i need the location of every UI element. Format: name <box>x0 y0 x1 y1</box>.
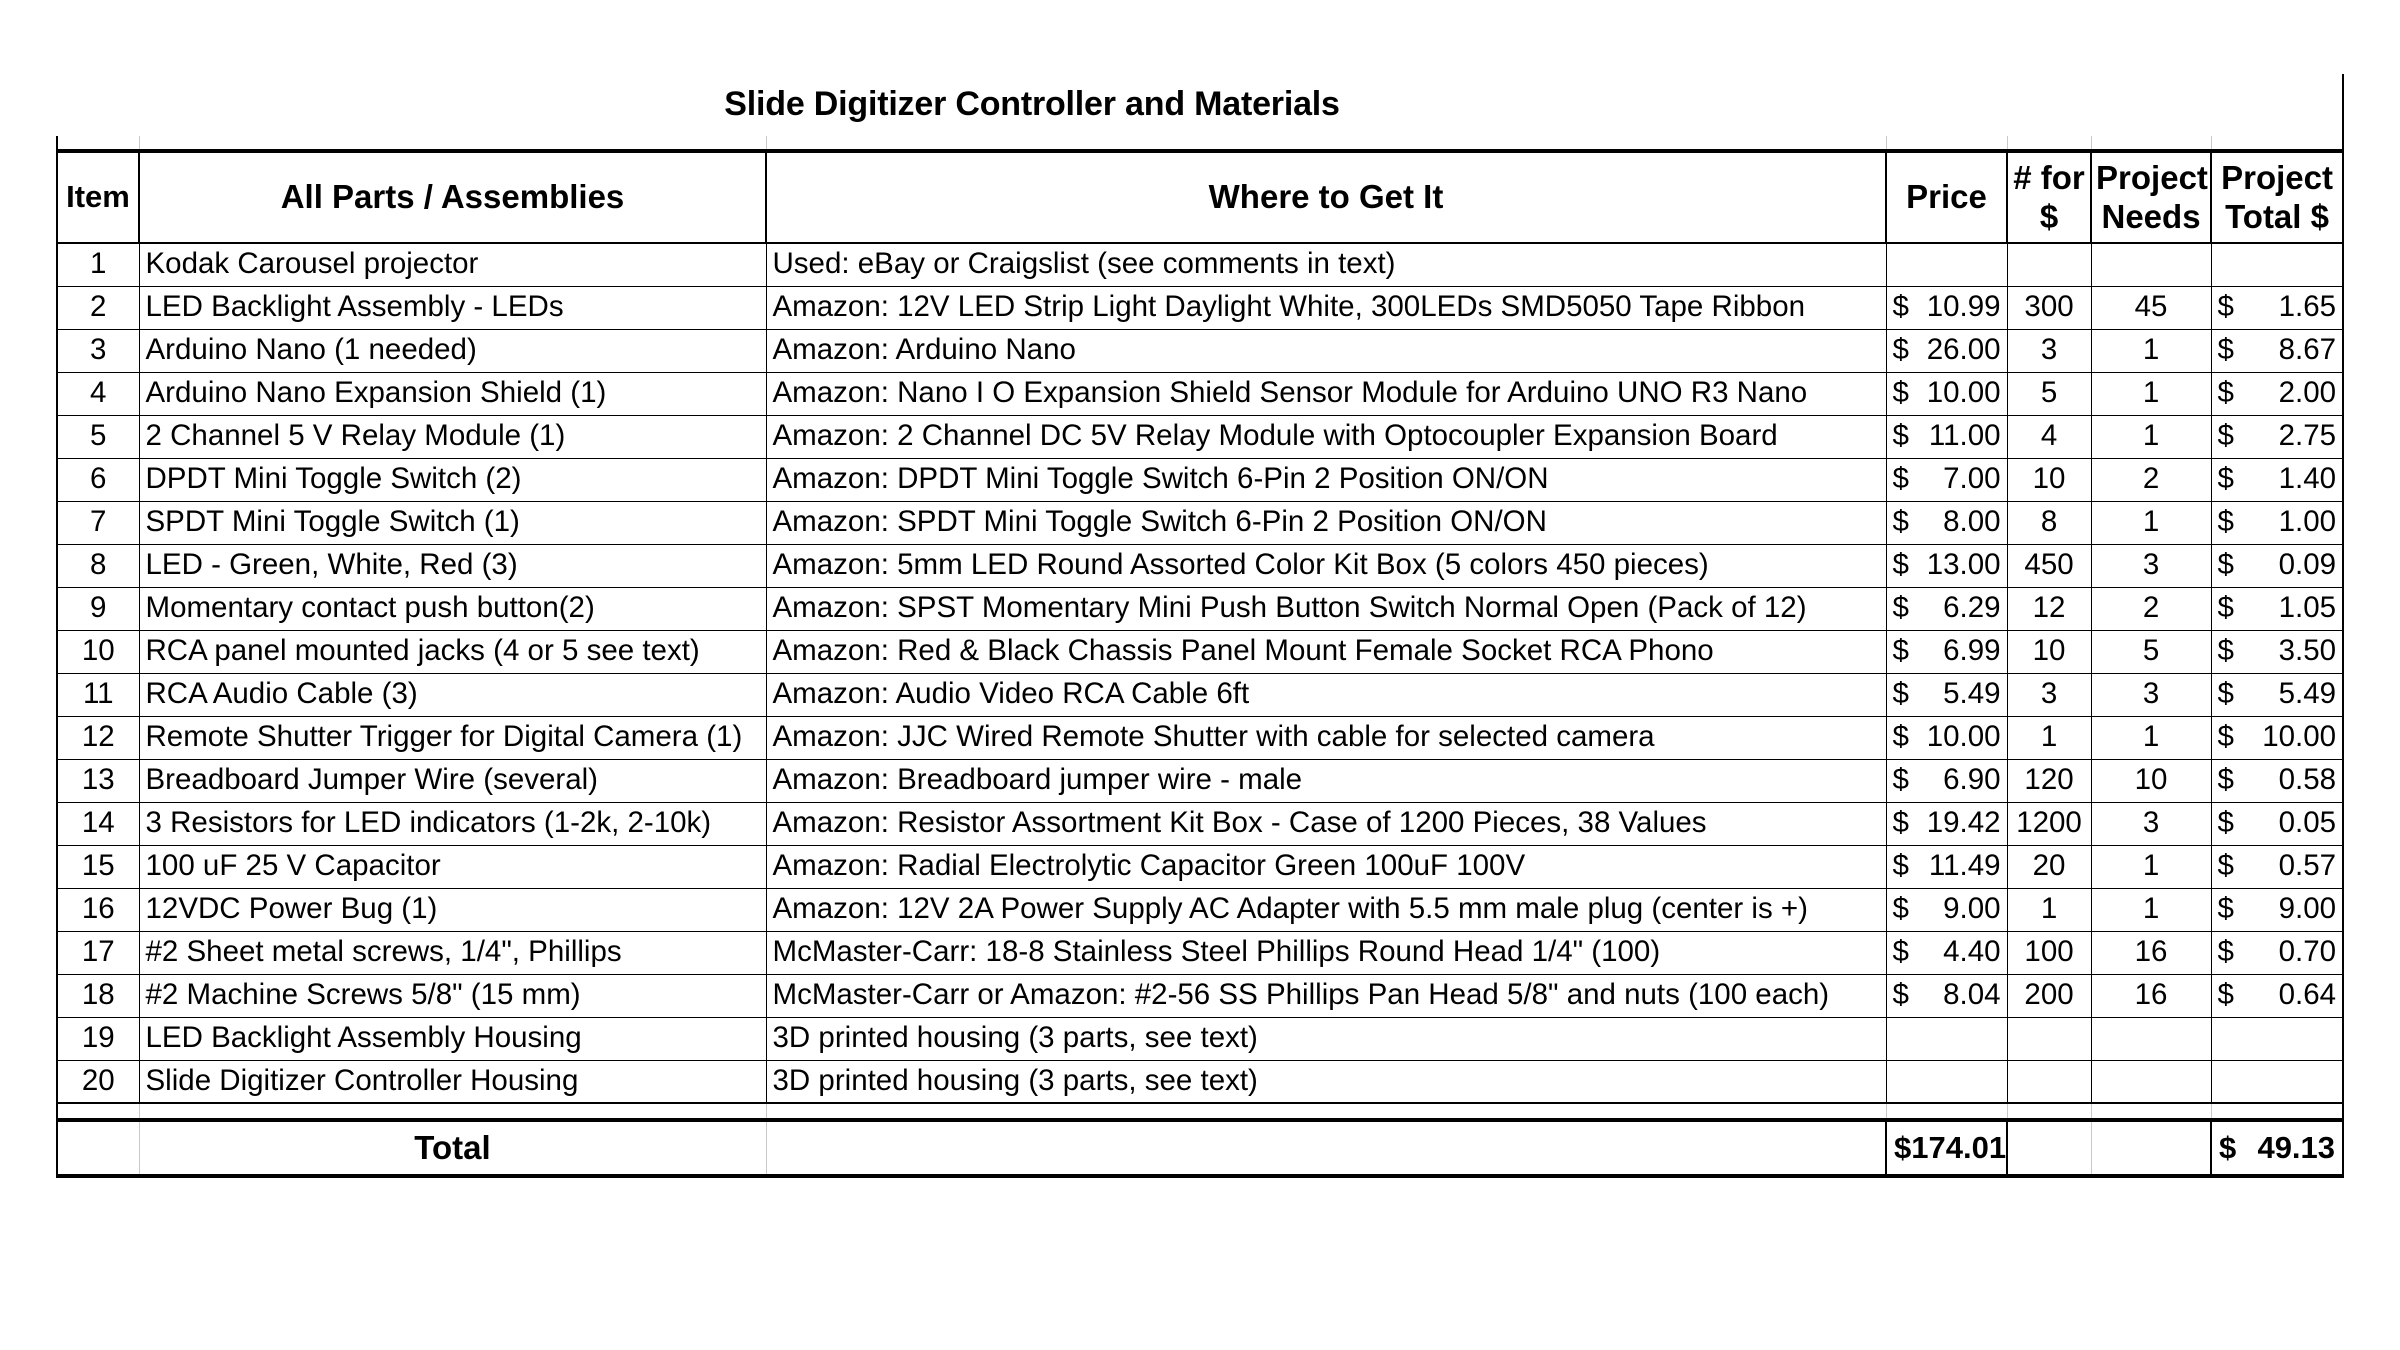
cell-part-name: LED Backlight Assembly Housing <box>139 1017 766 1060</box>
price-currency: $ <box>1892 892 1909 926</box>
cell-where-to-get-it: Amazon: DPDT Mini Toggle Switch 6-Pin 2 Position ON/ON <box>766 458 1886 501</box>
cell-part-name: 100 uF 25 V Capacitor <box>139 845 766 888</box>
cell-price <box>1886 630 2007 673</box>
price-currency: $ <box>1892 290 1909 324</box>
project-total-amount: 1.00 <box>2278 505 2337 539</box>
bottom-spacer-row <box>57 1103 2343 1120</box>
cell-project-needs: 1 <box>2091 415 2211 458</box>
cell-part-name: Momentary contact push button(2) <box>139 587 766 630</box>
cell-where-to-get-it: Amazon: Radial Electrolytic Capacitor Green 100uF 100V <box>766 845 1886 888</box>
bottom-spacer-cell-where <box>766 1103 1886 1120</box>
cell-project-needs: 10 <box>2091 759 2211 802</box>
spacer-cell-numfor <box>2007 136 2091 151</box>
price-currency: $ <box>1892 419 1909 453</box>
cell-where-to-get-it: Amazon: Breadboard jumper wire - male <box>766 759 1886 802</box>
price-currency: $ <box>1892 720 1909 754</box>
project-total-currency: $ <box>2217 505 2234 539</box>
cell-price <box>1886 716 2007 759</box>
cell-project-needs: 1 <box>2091 501 2211 544</box>
cell-project-needs <box>2091 1060 2211 1103</box>
total-project-amount: 49.13 <box>2257 1129 2336 1165</box>
price-amount: 10.00 <box>1926 376 2001 410</box>
project-total-amount: 0.09 <box>2278 548 2337 582</box>
cell-project-needs: 5 <box>2091 630 2211 673</box>
cell-where-to-get-it: Amazon: Red & Black Chassis Panel Mount Female Socket RCA Phono <box>766 630 1886 673</box>
table-row <box>57 415 2343 458</box>
table-row <box>57 286 2343 329</box>
cell-project-total <box>2211 286 2343 329</box>
cell-part-name: 2 Channel 5 V Relay Module (1) <box>139 415 766 458</box>
cell-item-number: 8 <box>57 544 139 587</box>
price-amount: 5.49 <box>1943 677 2001 711</box>
cell-item-number: 12 <box>57 716 139 759</box>
cell-where-to-get-it: Amazon: 12V LED Strip Light Daylight White, 300LEDs SMD5050 Tape Ribbon <box>766 286 1886 329</box>
project-total-amount: 0.57 <box>2278 849 2337 883</box>
cell-project-total <box>2211 587 2343 630</box>
total-row-where-cell <box>766 1120 1886 1176</box>
column-header-num-for-line1: # for <box>2013 158 2085 196</box>
cell-project-needs <box>2091 1017 2211 1060</box>
project-total-currency: $ <box>2217 634 2234 668</box>
total-price-amount: 174.01 <box>1911 1129 2007 1165</box>
table-row <box>57 243 2343 286</box>
total-row-needs-cell <box>2091 1120 2211 1176</box>
cell-part-name: Remote Shutter Trigger for Digital Camera (1) <box>139 716 766 759</box>
cell-project-total <box>2211 372 2343 415</box>
column-header-total-line2: Total $ <box>2225 197 2329 235</box>
price-currency: $ <box>1892 376 1909 410</box>
cell-project-needs: 2 <box>2091 458 2211 501</box>
total-project-currency: $ <box>2219 1129 2237 1165</box>
cell-project-total <box>2211 415 2343 458</box>
cell-project-total <box>2211 458 2343 501</box>
cell-where-to-get-it: Amazon: JJC Wired Remote Shutter with cable for selected camera <box>766 716 1886 759</box>
cell-item-number: 3 <box>57 329 139 372</box>
cell-item-number: 4 <box>57 372 139 415</box>
total-row-numfor-cell <box>2007 1120 2091 1176</box>
grand-total-row <box>57 1120 2343 1176</box>
table-header-row <box>57 151 2343 243</box>
project-total-currency: $ <box>2217 419 2234 453</box>
column-header-project-needs <box>2091 151 2211 243</box>
cell-num-for-dollar: 300 <box>2007 286 2091 329</box>
cell-project-total <box>2211 1060 2343 1103</box>
project-total-amount: 8.67 <box>2278 333 2337 367</box>
cell-project-needs: 3 <box>2091 802 2211 845</box>
cell-price <box>1886 974 2007 1017</box>
cell-item-number: 20 <box>57 1060 139 1103</box>
table-row <box>57 544 2343 587</box>
cell-part-name: #2 Machine Screws 5/8" (15 mm) <box>139 974 766 1017</box>
cell-price <box>1886 759 2007 802</box>
column-header-price: Price <box>1886 151 2007 243</box>
cell-where-to-get-it: Amazon: Resistor Assortment Kit Box - Case of 1200 Pieces, 38 Values <box>766 802 1886 845</box>
cell-item-number: 17 <box>57 931 139 974</box>
spacer-cell-item <box>57 136 139 151</box>
table-row <box>57 716 2343 759</box>
cell-price <box>1886 931 2007 974</box>
table-row <box>57 673 2343 716</box>
total-price-currency: $ <box>1894 1129 1912 1165</box>
cell-num-for-dollar <box>2007 243 2091 286</box>
table-row <box>57 458 2343 501</box>
price-amount: 19.42 <box>1926 806 2001 840</box>
cell-item-number: 5 <box>57 415 139 458</box>
total-label: Total <box>139 1120 766 1176</box>
cell-num-for-dollar: 5 <box>2007 372 2091 415</box>
project-total-currency: $ <box>2217 892 2234 926</box>
cell-num-for-dollar: 10 <box>2007 630 2091 673</box>
cell-where-to-get-it: 3D printed housing (3 parts, see text) <box>766 1060 1886 1103</box>
project-total-amount: 9.00 <box>2278 892 2337 926</box>
cell-num-for-dollar: 3 <box>2007 329 2091 372</box>
cell-item-number: 19 <box>57 1017 139 1060</box>
price-amount: 8.00 <box>1943 505 2001 539</box>
cell-project-total <box>2211 931 2343 974</box>
price-currency: $ <box>1892 677 1909 711</box>
cell-part-name: 3 Resistors for LED indicators (1-2k, 2-10k) <box>139 802 766 845</box>
cell-item-number: 2 <box>57 286 139 329</box>
cell-project-total <box>2211 243 2343 286</box>
cell-num-for-dollar: 120 <box>2007 759 2091 802</box>
cell-part-name: Breadboard Jumper Wire (several) <box>139 759 766 802</box>
project-total-amount: 2.00 <box>2278 376 2337 410</box>
spreadsheet-sheet <box>56 74 2342 1178</box>
project-total-amount: 10.00 <box>2262 720 2337 754</box>
cell-where-to-get-it: Amazon: 12V 2A Power Supply AC Adapter with 5.5 mm male plug (center is +) <box>766 888 1886 931</box>
spacer-cell-part <box>139 136 766 151</box>
project-total-amount: 0.05 <box>2278 806 2337 840</box>
cell-project-needs: 1 <box>2091 888 2211 931</box>
cell-price <box>1886 802 2007 845</box>
cell-num-for-dollar: 20 <box>2007 845 2091 888</box>
column-header-total-line1: Project <box>2221 158 2333 196</box>
project-total-amount: 3.50 <box>2278 634 2337 668</box>
cell-item-number: 13 <box>57 759 139 802</box>
table-row <box>57 372 2343 415</box>
cell-part-name: #2 Sheet metal screws, 1/4", Phillips <box>139 931 766 974</box>
cell-part-name: Arduino Nano Expansion Shield (1) <box>139 372 766 415</box>
title-blank-cell-1 <box>2007 74 2091 136</box>
table-row <box>57 759 2343 802</box>
bottom-spacer-cell-item <box>57 1103 139 1120</box>
price-currency: $ <box>1892 763 1909 797</box>
cell-project-total <box>2211 630 2343 673</box>
cell-num-for-dollar: 1200 <box>2007 802 2091 845</box>
project-total-currency: $ <box>2217 720 2234 754</box>
cell-project-total <box>2211 802 2343 845</box>
cell-num-for-dollar: 1 <box>2007 888 2091 931</box>
price-amount: 6.29 <box>1943 591 2001 625</box>
cell-price <box>1886 1017 2007 1060</box>
cell-project-needs: 3 <box>2091 544 2211 587</box>
bottom-spacer-cell-price <box>1886 1103 2007 1120</box>
cell-where-to-get-it: Amazon: 2 Channel DC 5V Relay Module with Optocoupler Expansion Board <box>766 415 1886 458</box>
price-currency: $ <box>1892 548 1909 582</box>
cell-part-name: Slide Digitizer Controller Housing <box>139 1060 766 1103</box>
cell-part-name: DPDT Mini Toggle Switch (2) <box>139 458 766 501</box>
cell-project-needs <box>2091 243 2211 286</box>
cell-where-to-get-it: Amazon: Arduino Nano <box>766 329 1886 372</box>
cell-where-to-get-it: McMaster-Carr or Amazon: #2-56 SS Phillips Pan Head 5/8" and nuts (100 each) <box>766 974 1886 1017</box>
cell-project-total <box>2211 716 2343 759</box>
project-total-currency: $ <box>2217 591 2234 625</box>
project-total-amount: 0.64 <box>2278 978 2337 1012</box>
table-row <box>57 845 2343 888</box>
project-total-amount: 0.58 <box>2278 763 2337 797</box>
cell-where-to-get-it: Amazon: SPDT Mini Toggle Switch 6-Pin 2 Position ON/ON <box>766 501 1886 544</box>
cell-project-total <box>2211 673 2343 716</box>
column-header-parts: All Parts / Assemblies <box>139 151 766 243</box>
cell-project-needs: 2 <box>2091 587 2211 630</box>
price-amount: 11.49 <box>1928 849 2001 883</box>
project-total-currency: $ <box>2217 677 2234 711</box>
cell-item-number: 1 <box>57 243 139 286</box>
cell-where-to-get-it: McMaster-Carr: 18-8 Stainless Steel Phillips Round Head 1/4" (100) <box>766 931 1886 974</box>
table-row <box>57 1017 2343 1060</box>
cell-item-number: 15 <box>57 845 139 888</box>
cell-price <box>1886 243 2007 286</box>
bottom-spacer-cell-numfor <box>2007 1103 2091 1120</box>
column-header-needs-line2: Needs <box>2101 197 2201 235</box>
table-row <box>57 974 2343 1017</box>
project-total-currency: $ <box>2217 806 2234 840</box>
cell-project-total <box>2211 974 2343 1017</box>
cell-price <box>1886 286 2007 329</box>
cell-item-number: 6 <box>57 458 139 501</box>
cell-where-to-get-it: Amazon: SPST Momentary Mini Push Button Switch Normal Open (Pack of 12) <box>766 587 1886 630</box>
price-amount: 7.00 <box>1943 462 2001 496</box>
cell-project-needs: 1 <box>2091 716 2211 759</box>
cell-project-total <box>2211 544 2343 587</box>
cell-project-total <box>2211 501 2343 544</box>
project-total-currency: $ <box>2217 978 2234 1012</box>
price-currency: $ <box>1892 634 1909 668</box>
cell-part-name: Arduino Nano (1 needed) <box>139 329 766 372</box>
price-amount: 10.00 <box>1926 720 2001 754</box>
project-total-currency: $ <box>2217 462 2234 496</box>
cell-where-to-get-it: 3D printed housing (3 parts, see text) <box>766 1017 1886 1060</box>
cell-price <box>1886 415 2007 458</box>
project-total-currency: $ <box>2217 935 2234 969</box>
spacer-cell-price <box>1886 136 2007 151</box>
cell-project-needs: 16 <box>2091 974 2211 1017</box>
cell-price <box>1886 845 2007 888</box>
table-row <box>57 501 2343 544</box>
project-total-amount: 1.65 <box>2278 290 2337 324</box>
cell-project-needs: 1 <box>2091 372 2211 415</box>
price-currency: $ <box>1892 462 1909 496</box>
total-price-value <box>1886 1120 2007 1176</box>
table-row <box>57 931 2343 974</box>
cell-item-number: 18 <box>57 974 139 1017</box>
bottom-spacer-cell-total <box>2211 1103 2343 1120</box>
cell-price <box>1886 587 2007 630</box>
cell-price <box>1886 329 2007 372</box>
title-blank-cell-2 <box>2091 74 2211 136</box>
column-header-item: Item <box>57 151 139 243</box>
cell-part-name: RCA panel mounted jacks (4 or 5 see text) <box>139 630 766 673</box>
price-currency: $ <box>1892 849 1909 883</box>
price-currency: $ <box>1892 333 1909 367</box>
cell-part-name: 12VDC Power Bug (1) <box>139 888 766 931</box>
cell-project-needs: 16 <box>2091 931 2211 974</box>
price-currency: $ <box>1892 505 1909 539</box>
cell-where-to-get-it: Amazon: Nano I O Expansion Shield Sensor Module for Arduino UNO R3 Nano <box>766 372 1886 415</box>
table-row <box>57 329 2343 372</box>
title-spacer-row <box>57 136 2343 151</box>
price-amount: 6.99 <box>1943 634 2001 668</box>
cell-project-total <box>2211 759 2343 802</box>
cell-price <box>1886 673 2007 716</box>
cell-project-total <box>2211 888 2343 931</box>
column-header-where: Where to Get It <box>766 151 1886 243</box>
cell-num-for-dollar: 4 <box>2007 415 2091 458</box>
price-currency: $ <box>1892 591 1909 625</box>
cell-project-total <box>2211 329 2343 372</box>
cell-num-for-dollar: 200 <box>2007 974 2091 1017</box>
title-row <box>57 74 2343 136</box>
price-amount: 4.40 <box>1943 935 2001 969</box>
cell-item-number: 9 <box>57 587 139 630</box>
table-row <box>57 630 2343 673</box>
price-currency: $ <box>1892 806 1909 840</box>
cell-item-number: 7 <box>57 501 139 544</box>
table-row <box>57 1060 2343 1103</box>
cell-part-name: RCA Audio Cable (3) <box>139 673 766 716</box>
price-amount: 26.00 <box>1926 333 2001 367</box>
cell-num-for-dollar: 1 <box>2007 716 2091 759</box>
cell-project-needs: 3 <box>2091 673 2211 716</box>
price-amount: 13.00 <box>1926 548 2001 582</box>
table-row <box>57 888 2343 931</box>
page-title: Slide Digitizer Controller and Materials <box>57 74 2007 136</box>
total-row-item-cell <box>57 1120 139 1176</box>
table-row <box>57 802 2343 845</box>
cell-price <box>1886 501 2007 544</box>
cell-num-for-dollar: 450 <box>2007 544 2091 587</box>
price-currency: $ <box>1892 978 1909 1012</box>
title-blank-cell-3 <box>2211 74 2343 136</box>
cell-price <box>1886 544 2007 587</box>
project-total-currency: $ <box>2217 376 2234 410</box>
cell-item-number: 14 <box>57 802 139 845</box>
cell-project-total <box>2211 1017 2343 1060</box>
cell-project-needs: 1 <box>2091 329 2211 372</box>
column-header-num-for-line2: $ <box>2039 197 2059 235</box>
cell-num-for-dollar: 8 <box>2007 501 2091 544</box>
total-project-total-value <box>2211 1120 2343 1176</box>
cell-price <box>1886 372 2007 415</box>
cell-num-for-dollar <box>2007 1017 2091 1060</box>
column-header-needs-line1: Project <box>2096 158 2208 196</box>
cell-item-number: 10 <box>57 630 139 673</box>
project-total-currency: $ <box>2217 849 2234 883</box>
table-row <box>57 587 2343 630</box>
price-currency: $ <box>1892 935 1909 969</box>
project-total-amount: 5.49 <box>2278 677 2337 711</box>
cell-where-to-get-it: Used: eBay or Craigslist (see comments in text) <box>766 243 1886 286</box>
price-amount: 8.04 <box>1943 978 2001 1012</box>
spacer-cell-needs <box>2091 136 2211 151</box>
project-total-amount: 1.40 <box>2278 462 2337 496</box>
cell-part-name: SPDT Mini Toggle Switch (1) <box>139 501 766 544</box>
cell-where-to-get-it: Amazon: 5mm LED Round Assorted Color Kit Box (5 colors 450 pieces) <box>766 544 1886 587</box>
project-total-currency: $ <box>2217 290 2234 324</box>
column-header-project-total <box>2211 151 2343 243</box>
cell-where-to-get-it: Amazon: Audio Video RCA Cable 6ft <box>766 673 1886 716</box>
cell-num-for-dollar <box>2007 1060 2091 1103</box>
spacer-cell-where <box>766 136 1886 151</box>
cell-project-needs: 45 <box>2091 286 2211 329</box>
project-total-currency: $ <box>2217 548 2234 582</box>
price-amount: 11.00 <box>1928 419 2001 453</box>
cell-num-for-dollar: 100 <box>2007 931 2091 974</box>
cell-part-name: Kodak Carousel projector <box>139 243 766 286</box>
cell-price <box>1886 888 2007 931</box>
cell-num-for-dollar: 10 <box>2007 458 2091 501</box>
bottom-spacer-cell-needs <box>2091 1103 2211 1120</box>
bottom-spacer-cell-part <box>139 1103 766 1120</box>
project-total-currency: $ <box>2217 763 2234 797</box>
cell-price <box>1886 458 2007 501</box>
cell-num-for-dollar: 3 <box>2007 673 2091 716</box>
cell-item-number: 16 <box>57 888 139 931</box>
column-header-num-for-dollar <box>2007 151 2091 243</box>
bill-of-materials-table <box>56 74 2344 1178</box>
cell-price <box>1886 1060 2007 1103</box>
project-total-amount: 1.05 <box>2278 591 2337 625</box>
cell-part-name: LED Backlight Assembly - LEDs <box>139 286 766 329</box>
price-amount: 10.99 <box>1926 290 2001 324</box>
project-total-currency: $ <box>2217 333 2234 367</box>
cell-project-total <box>2211 845 2343 888</box>
cell-num-for-dollar: 12 <box>2007 587 2091 630</box>
price-amount: 9.00 <box>1943 892 2001 926</box>
project-total-amount: 2.75 <box>2278 419 2337 453</box>
cell-project-needs: 1 <box>2091 845 2211 888</box>
cell-item-number: 11 <box>57 673 139 716</box>
project-total-amount: 0.70 <box>2278 935 2337 969</box>
spacer-cell-total <box>2211 136 2343 151</box>
price-amount: 6.90 <box>1943 763 2001 797</box>
cell-part-name: LED - Green, White, Red (3) <box>139 544 766 587</box>
